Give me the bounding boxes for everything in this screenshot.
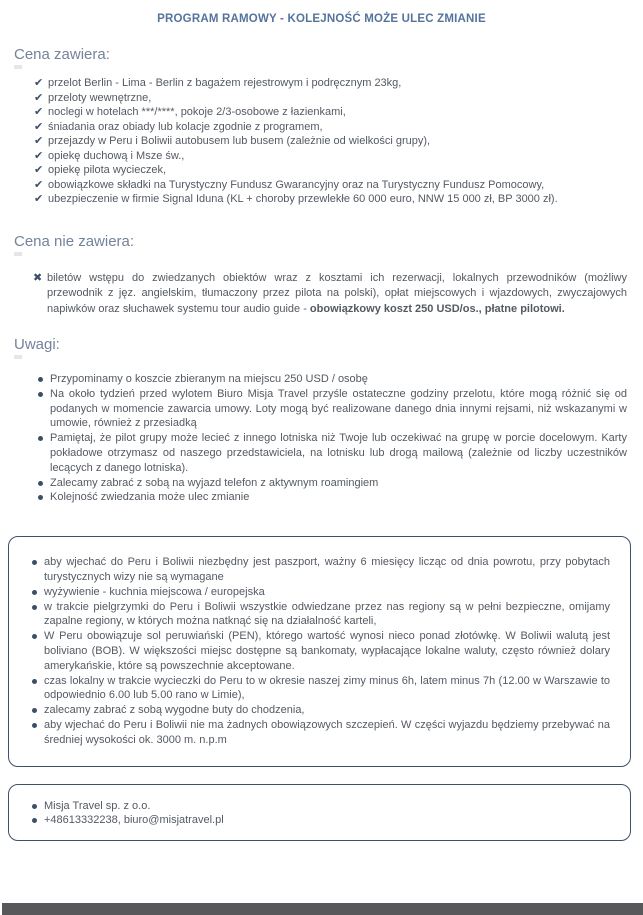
list-item	[9, 674, 612, 704]
list-item	[14, 490, 629, 505]
info-box	[8, 536, 631, 766]
check-icon: ✔	[34, 164, 44, 176]
contact-box-list	[9, 799, 612, 829]
list-item-text: wyżywienie - kuchnia miejscowa / europejska	[44, 585, 265, 598]
section-notes	[14, 336, 629, 505]
list-item-text: Na około tydzień przed wylotem Biuro Misja Travel przyśle ostateczne godziny przelotu, które mogą różnić się od podanych w momencie zawarcia umowy. Loty mogą być realizowane danego dnia innymi rejsami, niż wskazanymi w umowie, również z przesiadką	[50, 387, 627, 430]
info-box-list	[9, 555, 612, 747]
list-item-text: aby wjechać do Peru i Boliwii nie ma żadnych obowiązowych szczepień. W części wyjazdu będziemy przebywać na średniej wysokości ok. 3000 m. n.p.m	[44, 718, 610, 746]
page-title: PROGRAM RAMOWY - KOLEJNOŚĆ MOŻE ULEC ZMIANIE	[157, 13, 486, 25]
bullet-icon	[38, 377, 43, 382]
contact-box	[8, 784, 631, 842]
list-item-text: biletów wstępu do zwiedzanych obiektów wraz z kosztami ich rezerwacji, lokalnych przewodników (możliwy przewodnik z jęz. angielskim, tłumaczony przez pilota na polski), opłat miejscowych i wjazdowych, zwyczajowych napiwków oraz słuchawek systemu tour audio guide -	[47, 271, 627, 315]
list-item	[14, 120, 629, 135]
list-item	[14, 134, 629, 149]
check-icon: ✔	[34, 120, 44, 133]
list-item-text: w trakcie pielgrzymki do Peru i Boliwii wszystkie odwiedzane przez nas regiony są w pełni bezpieczne, omijamy zapalne regiony, w których można natknąć się na działalność karteli,	[44, 600, 610, 628]
section-price-excludes	[14, 233, 629, 318]
notes-list	[14, 372, 629, 505]
price-includes-list	[14, 76, 629, 207]
list-item-text: obowiązkowe składki na Turystyczny Fundusz Gwarancyjny oraz na Turystyczny Fundusz Pomocowy,	[48, 178, 545, 191]
check-icon: ✔	[34, 77, 44, 89]
list-item-text: Pamiętaj, że pilot grupy może lecieć z innego lotniska niż Twoje lub oczekiwać na grupę w porcie docelowym. Karty pokładowe otrzymasz od naszego przedstawiciela, na lotnisku lub drogą mailową (zależnie od liczby uczestników lecących z danego lotniska).	[50, 432, 627, 474]
footer-bar	[2, 903, 643, 915]
list-item	[14, 431, 629, 475]
notes-heading: Uwagi:	[14, 336, 60, 353]
check-icon: ✔	[34, 106, 44, 118]
check-icon: ✔	[34, 178, 44, 191]
bullet-icon	[32, 560, 37, 565]
list-item	[9, 629, 612, 673]
list-item	[9, 718, 612, 748]
list-item	[14, 372, 629, 387]
check-icon: ✔	[34, 193, 44, 205]
list-item-text: aby wjechać do Peru i Boliwii niezbędny jest paszport, ważny 6 miesięcy licząc od dnia powrotu, przy pobytach turystycznych wizy nie są wymagane	[44, 556, 610, 583]
list-item	[9, 600, 612, 630]
heading-dash	[14, 252, 22, 256]
price-includes-heading: Cena zawiera:	[14, 46, 110, 63]
bullet-icon	[38, 436, 43, 441]
list-item	[14, 149, 629, 164]
bullet-icon	[38, 495, 43, 500]
list-item-text: +48613332238, biuro@misjatravel.pl	[44, 814, 224, 827]
list-item-text: ubezpieczenie w firmie Signal Iduna (KL + choroby przewlekłe 60 000 euro, NNW 15 000 zł, BP 3000 zł).	[48, 193, 558, 205]
bullet-icon	[32, 818, 37, 823]
list-item-text: opiekę duchową i Msze św.,	[48, 149, 185, 162]
price-excludes-item	[14, 271, 629, 318]
list-item-text: zalecamy zabrać z sobą wygodne buty do chodzenia,	[44, 704, 305, 717]
list-item-text: noclegi w hotelach ***/****, pokoje 2/3-osobowe z łazienkami,	[48, 106, 346, 118]
list-item	[9, 555, 612, 585]
bullet-icon	[32, 634, 37, 639]
list-item-text: przejazdy w Peru i Boliwii autobusem lub busem (zależnie od wielkości grupy),	[48, 135, 431, 147]
list-item	[9, 703, 612, 718]
list-item-text: W Peru obowiązuje sol peruwiański (PEN), którego wartość wynosi nieco ponad złotówkę. W Boliwii walutą jest boliviano (BOB). W większości miejsc dostępne są bankomaty, wypłacające lokalne waluty, często również dolary amerykańskie, które są powszechnie akceptowane.	[44, 630, 610, 672]
list-item	[9, 585, 612, 600]
price-excludes-heading: Cena nie zawiera:	[14, 232, 135, 250]
bullet-icon	[38, 481, 43, 486]
list-item-text: Zalecamy zabrać z sobą na wyjazd telefon z aktywnym roamingiem	[50, 476, 379, 489]
bullet-icon	[32, 679, 37, 684]
list-item-text: czas lokalny w trakcie wycieczki do Peru to w okresie naszej zimy minus 6h, latem minus 7h (12.00 w Warszawie to odpowiednio 6.00 lub 5.00 rano w Limie),	[44, 674, 610, 702]
section-price-includes	[14, 46, 629, 207]
list-item-text: opiekę pilota wycieczek,	[48, 164, 167, 176]
list-item-text: przeloty wewnętrzne,	[48, 91, 152, 104]
bullet-icon	[32, 708, 37, 713]
list-item-text: Misja Travel sp. z o.o.	[44, 799, 151, 812]
list-item	[9, 799, 612, 814]
list-item	[14, 91, 629, 106]
list-item	[14, 387, 629, 431]
check-icon: ✔	[34, 91, 44, 104]
list-item	[9, 813, 612, 828]
list-item-text: Przypominamy o koszcie zbieranym na miejscu 250 USD / osobę	[50, 373, 368, 385]
cross-icon: ✖	[33, 271, 43, 284]
list-item-text: przelot Berlin - Lima - Berlin z bagażem rejestrowym i podręcznym 23kg,	[48, 77, 402, 89]
bullet-icon	[32, 723, 37, 728]
heading-dash	[14, 65, 22, 69]
bullet-icon	[38, 392, 43, 397]
list-item	[14, 178, 629, 193]
heading-dash	[14, 355, 22, 359]
list-item	[14, 163, 629, 178]
list-item	[14, 476, 629, 491]
list-item	[14, 105, 629, 120]
bullet-icon	[32, 804, 37, 809]
list-item-text: Kolejność zwiedzania może ulec zmianie	[50, 491, 250, 504]
list-item-bold-text: obowiązkowy koszt 250 USD/os., płatne pilotowi.	[309, 302, 565, 315]
list-item	[14, 76, 629, 91]
bullet-icon	[32, 605, 37, 610]
check-icon: ✔	[34, 149, 44, 162]
list-item	[14, 192, 629, 207]
list-item-text: śniadania oraz obiady lub kolacje zgodnie z programem,	[48, 120, 323, 133]
bullet-icon	[32, 590, 37, 595]
check-icon: ✔	[34, 135, 44, 147]
